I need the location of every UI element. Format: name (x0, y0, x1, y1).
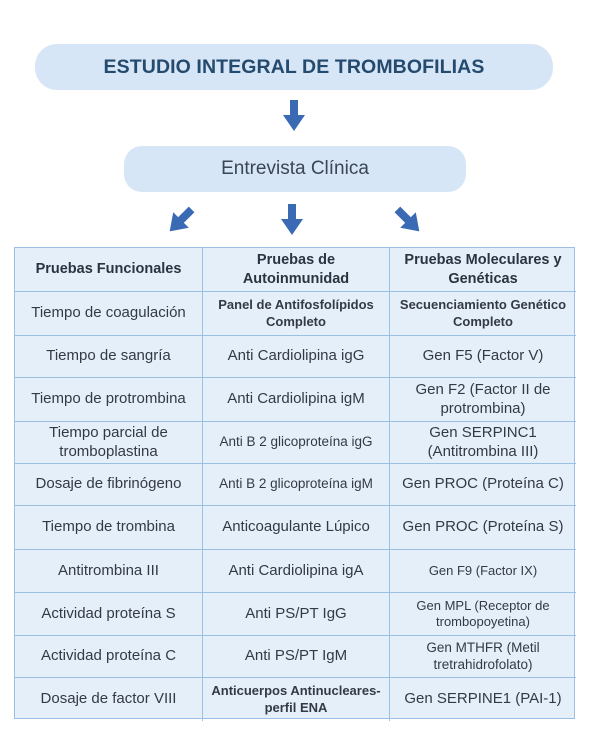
table-cell: Dosaje de factor VIII (15, 678, 203, 721)
table-cell: Anticuerpos Antinucleares-perfil ENA (203, 678, 390, 721)
table-cell: Tiempo parcial de tromboplastina (15, 422, 203, 464)
arrow-down-icon (283, 100, 305, 132)
table-cell: Gen F2 (Factor II de protrombina) (390, 378, 576, 422)
table-cell: Anticoagulante Lúpico (203, 506, 390, 550)
table-cell: Gen SERPINE1 (PAI-1) (404, 690, 562, 708)
table-cell: Dosaje de fibrinógeno (15, 464, 203, 506)
arrow-down-left-icon (166, 205, 196, 235)
clinical-interview-box (124, 146, 466, 192)
table-cell: Tiempo de trombina (15, 506, 203, 550)
clinical-interview-label: Entrevista Clínica (221, 158, 369, 179)
table-cell: Anti Cardiolipina igG (203, 336, 390, 378)
arrow-down-icon (281, 204, 303, 236)
table-cell: Actividad proteína S (15, 593, 203, 636)
table-cell: Gen F5 (Factor V) (390, 336, 576, 378)
table-cell: Tiempo de protrombina (15, 378, 203, 422)
table-cell: Gen MTHFR (Metil tretrahidrofolato) (390, 636, 576, 678)
table-cell: Anti B 2 glicoproteína igG (203, 422, 390, 464)
table-cell: Actividad proteína C (15, 636, 203, 678)
table-cell: Anti B 2 glicoproteína igM (203, 464, 390, 506)
table-cell: Anti Cardiolipina igA (203, 550, 390, 593)
arrow-down-right-icon (393, 205, 423, 235)
title-box (35, 44, 553, 90)
header-autoimmunity: Pruebas de Autoinmunidad (203, 248, 390, 292)
table-cell: Tiempo de coagulación (15, 292, 203, 336)
table-cell: Secuenciamiento Genético Completo (390, 292, 576, 336)
table-cell: Anti PS/PT IgM (203, 636, 390, 678)
diagram-title: ESTUDIO INTEGRAL DE TROMBOFILIAS (103, 55, 485, 78)
table-cell: Gen F9 (Factor IX) (390, 550, 576, 593)
table-cell: Gen PROC (Proteína S) (390, 506, 576, 550)
table-cell: Tiempo de sangría (15, 336, 203, 378)
table-cell: Antitrombina III (15, 550, 203, 593)
table-cell: Anti PS/PT IgG (203, 593, 390, 636)
header-functional: Pruebas Funcionales (15, 248, 203, 292)
table-cell: Gen MPL (Receptor de trombopoyetina) (390, 593, 576, 636)
table-cell: Gen PROC (Proteína C) (390, 464, 576, 506)
table-cell: Panel de Antifosfolípidos Completo (203, 292, 390, 336)
table-cell: Gen SERPINC1 (Antitrombina III) (390, 422, 576, 464)
tests-table (14, 247, 575, 719)
header-molecular: Pruebas Moleculares y Genéticas (390, 248, 576, 292)
table-cell: Anti Cardiolipina igM (203, 378, 390, 422)
